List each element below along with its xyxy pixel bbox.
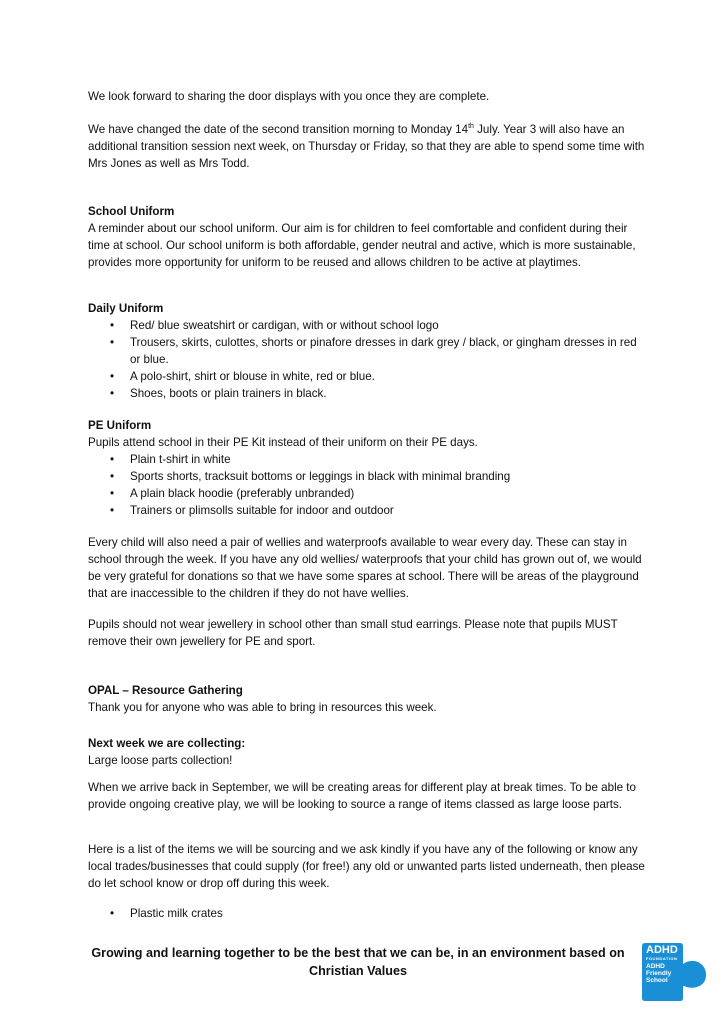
collecting-section <box>88 735 648 769</box>
items-list <box>88 905 648 922</box>
jewellery-paragraph: Pupils should not wear jewellery in school other than small stud earrings. Please note that pupils MUST remove their own jewellery for PE and sport. <box>88 618 618 648</box>
list-item: • Shoes, boots or plain trainers in black. <box>88 385 648 402</box>
pe-uniform-intro: Pupils attend school in their PE Kit instead of their uniform on their PE days. <box>88 436 478 449</box>
pe-uniform-heading: PE Uniform <box>88 419 152 432</box>
list-item: • A polo-shirt, shirt or blouse in white, red or blue. <box>88 368 648 385</box>
school-uniform-body: A reminder about our school uniform. Our aim is for children to feel comfortable and confident during their time at school. Our school uniform is both affordable, gender neutral and active, which is more sustainable, provides more opportunity for uniform to be reused and allows children to be active at playtimes. <box>88 222 636 269</box>
transition-text-end: July. Year 3 will also have an additional transition session next week, on Thursday or Friday, so that they are able to spend some time with Mrs Jones as well as Mrs Todd. <box>88 123 645 170</box>
daily-uniform-heading: Daily Uniform <box>88 302 164 315</box>
collecting-heading: Next week we are collecting: <box>88 737 246 750</box>
list-item: • Trainers or plimsolls suitable for indoor and outdoor <box>88 502 648 519</box>
list-item: • A plain black hoodie (preferably unbranded) <box>88 485 648 502</box>
list-intro-paragraph: Here is a list of the items we will be sourcing and we ask kindly if you have any of the following or know any local trades/businesses that could supply (for free!) any old or unwanted parts listed underneath, then please do let school know or drop off during this week. <box>88 843 645 890</box>
pe-uniform-section <box>88 417 648 519</box>
school-uniform-section <box>88 203 648 271</box>
daily-uniform-section <box>88 300 648 402</box>
wellies-paragraph: Every child will also need a pair of wellies and waterproofs available to wear every day. These can stay in school through the week. If you have any old wellies/ waterproofs that your child has grown out of, we would be very grateful for donations so that we have some spares at school. There will be areas of the playground that are inaccessible to the children if they do not have wellies. <box>88 536 642 600</box>
school-uniform-heading: School Uniform <box>88 205 175 218</box>
list-item: • Sports shorts, tracksuit bottoms or leggings in black with minimal branding <box>88 468 648 485</box>
transition-superscript: th <box>468 123 474 130</box>
opal-section <box>88 682 648 716</box>
list-item: • Red/ blue sweatshirt or cardigan, with or without school logo <box>88 317 648 334</box>
list-item: • Plain t-shirt in white <box>88 451 648 468</box>
door-displays-paragraph: We look forward to sharing the door displays with you once they are complete. <box>88 90 490 103</box>
september-paragraph: When we arrive back in September, we will be creating areas for different play at break times. To be able to provide ongoing creative play, we will be looking to source a range of items classed as large loose parts. <box>88 781 636 811</box>
list-item: • Trousers, skirts, culottes, shorts or pinafore dresses in dark grey / black, or gingham dresses in red or blue. <box>88 334 648 368</box>
opal-heading: OPAL – Resource Gathering <box>88 684 243 697</box>
footer-motto: Growing and learning together to be the best that we can be, in an environment based on Christian Values <box>91 946 625 978</box>
transition-text-start: We have changed the date of the second transition morning to Monday 14 <box>88 123 469 136</box>
list-item: • Plastic milk crates <box>88 905 648 922</box>
transition-paragraph <box>88 121 648 172</box>
logo-text: ADHD FOUNDATION ADHD Friendly School <box>646 944 678 984</box>
opal-thanks: Thank you for anyone who was able to bring in resources this week. <box>88 701 437 714</box>
pe-uniform-list <box>88 451 648 519</box>
collecting-item: Large loose parts collection! <box>88 754 233 767</box>
daily-uniform-list <box>88 317 648 402</box>
